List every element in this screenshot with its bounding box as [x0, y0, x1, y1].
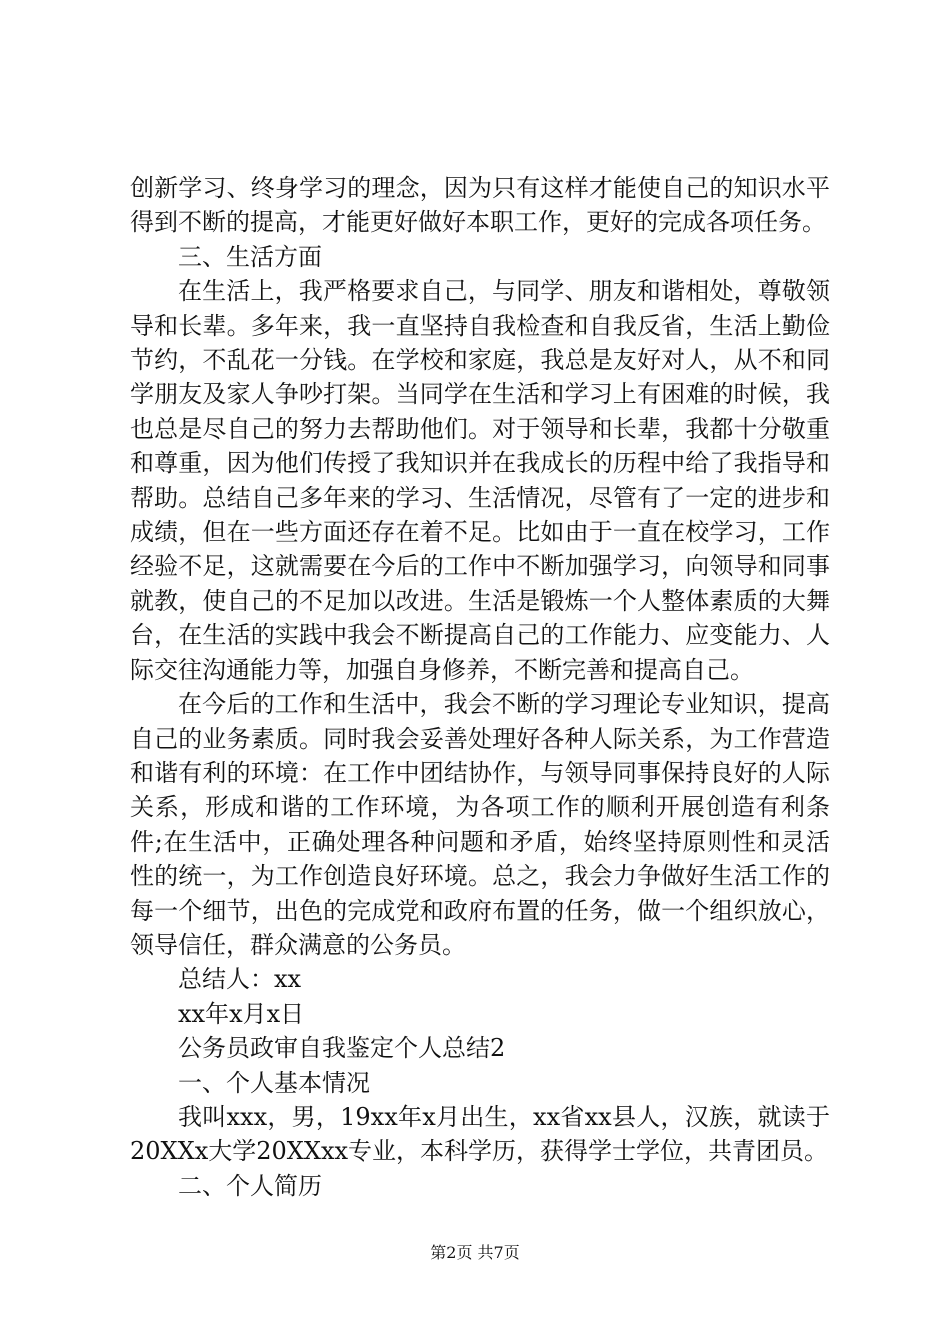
page-number-footer: 第2页 共7页	[430, 1243, 520, 1262]
paragraph-future: 在今后的工作和生活中，我会不断的学习理论专业知识，提高自己的业务素质。同时我会妥善处理好各种人际关系，为工作营造和谐有利的环境：在工作中团结协作，与领导同事保持良好的人际关系，形成和谐的工作环境，为各项工作的顺利开展创造有利条件;在生活中，正确处理各种问题和矛盾，始终坚持原则性和灵活性的统一，为工作创造良好环境。总之，我会力争做好生活工作的每一个细节，出色的完成党和政府布置的任务，做一个组织放心，领导信任，群众满意的公务员。	[130, 690, 830, 959]
document-title-2: 公务员政审自我鉴定个人总结2	[178, 1034, 506, 1063]
paragraph-life: 在生活上，我严格要求自己，与同学、朋友和谐相处，尊敬领导和长辈。多年来，我一直坚持自我检查和自我反省，生活上勤俭节约，不乱花一分钱。在学校和家庭，我总是友好对人，从不和同学朋友及家人争吵打架。当同学在生活和学习上有困难的时候，我也总是尽自己的努力去帮助他们。对于领导和长辈，我都十分敬重和尊重，因为他们传授了我知识并在我成长的历程中给了我指导和帮助。总结自己多年来的学习、生活情况，尽管有了一定的进步和成绩，但在一些方面还存在着不足。比如由于一直在校学习，工作经验不足，这就需要在今后的工作中不断加强学习，向领导和同事就教，使自己的不足加以改进。生活是锻炼一个人整体素质的大舞台，在生活的实践中我会不断提高自己的工作能力、应变能力、人际交往沟通能力等，加强自身修养，不断完善和提高自己。	[130, 277, 830, 684]
section-heading-basic-info: 一、个人基本情况	[178, 1068, 370, 1097]
section-heading-life: 三、生活方面	[178, 242, 322, 271]
document-body	[130, 171, 830, 1203]
signature-date: xx年x月x日	[178, 999, 305, 1028]
signature-author: 总结人：xx	[178, 965, 302, 994]
section-heading-resume: 二、个人简历	[178, 1171, 322, 1200]
paragraph-continuation: 创新学习、终身学习的理念，因为只有这样才能使自己的知识水平得到不断的提高，才能更好做好本职工作，更好的完成各项任务。	[130, 174, 830, 237]
paragraph-basic-info: 我叫xxx，男，19xx年x月出生，xx省xx县人，汉族，就读于20XXx大学20XXxx专业，本科学历，获得学士学位，共青团员。	[130, 1102, 830, 1166]
